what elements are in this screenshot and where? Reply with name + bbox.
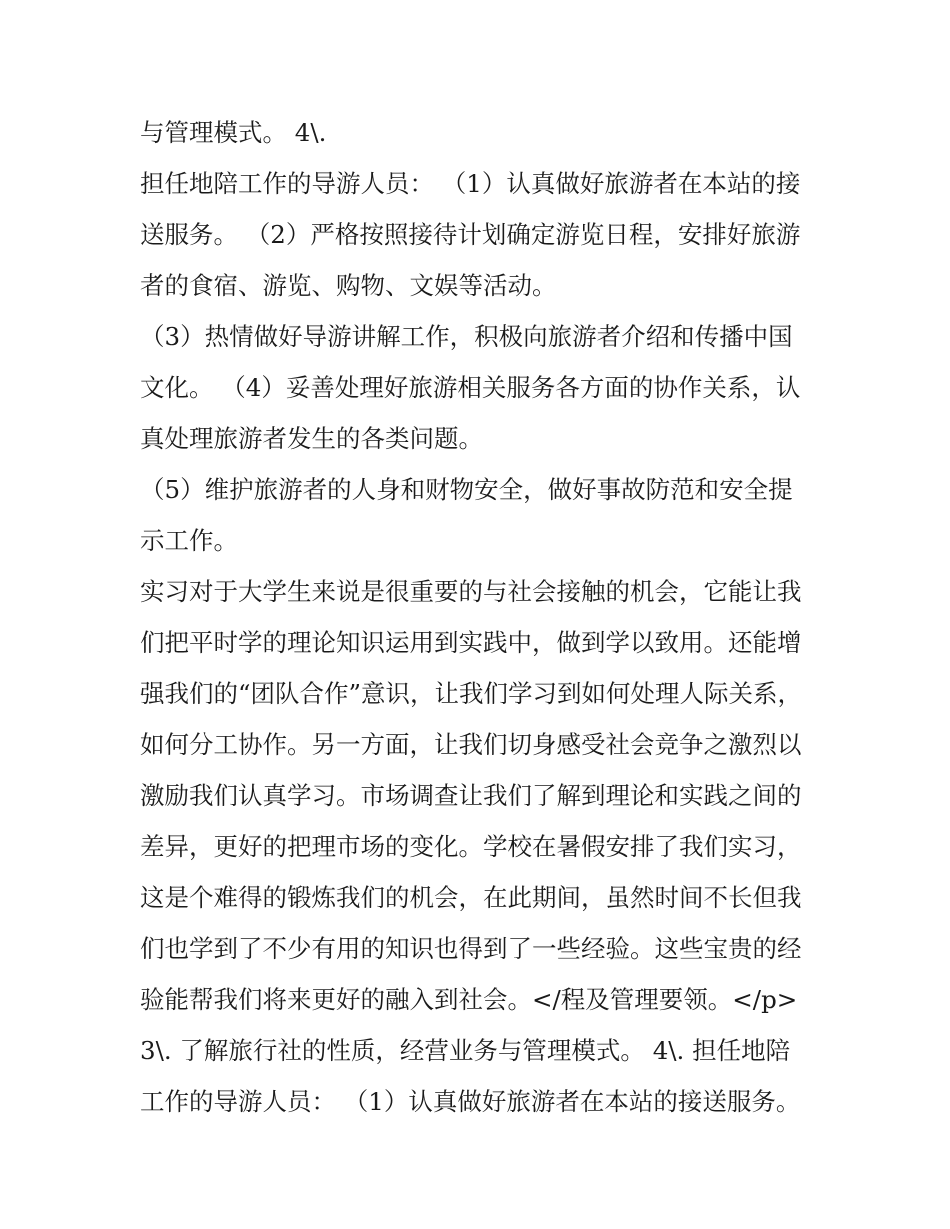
text-line: 如何分工协作。另一方面，让我们切身感受社会竞争之激烈以 [140, 730, 802, 759]
text-line: 担任地陪工作的导游人员： （1）认真做好旅游者在本站的接 [140, 169, 801, 198]
text-line: 送服务。 （2）严格按照接待计划确定游览日程，安排好旅游 [140, 220, 801, 249]
text-line: 激励我们认真学习。市场调查让我们了解到理论和实践之间的 [140, 781, 802, 810]
text-line: 者的食宿、游览、购物、文娱等活动。 [140, 271, 557, 300]
text-line: 3\. 了解旅行社的性质，经营业务与管理模式。 4\. 担任地陪 [140, 1036, 791, 1065]
text-line: 示工作。 [140, 526, 238, 555]
text-line: （3）热情做好导游讲解工作，积极向旅游者介绍和传播中国 [140, 322, 793, 351]
document-page [140, 107, 820, 1127]
text-line: 这是个难得的锻炼我们的机会，在此期间，虽然时间不长但我 [140, 883, 802, 912]
text-line: 差异，更好的把理市场的变化。学校在暑假安排了我们实习， [140, 832, 802, 861]
text-line: 验能帮我们将来更好的融入到社会。</程及管理要领。</p> [140, 985, 798, 1014]
text-line: 与管理模式。 4\. [140, 118, 327, 147]
text-line: 真处理旅游者发生的各类问题。 [140, 424, 483, 453]
text-line: （5）维护旅游者的人身和财物安全，做好事故防范和安全提 [140, 475, 793, 504]
text-line: 强我们的“团队合作”意识，让我们学习到如何处理人际关系， [140, 679, 803, 708]
text-line: 工作的导游人员： （1）认真做好旅游者在本站的接送服务。 [140, 1087, 801, 1116]
text-line: 们也学到了不少有用的知识也得到了一些经验。这些宝贵的经 [140, 934, 802, 963]
text-line: 们把平时学的理论知识运用到实践中，做到学以致用。还能增 [140, 628, 802, 657]
text-line: 文化。 （4）妥善处理好旅游相关服务各方面的协作关系，认 [140, 373, 801, 402]
text-line: 实习对于大学生来说是很重要的与社会接触的机会，它能让我 [140, 577, 802, 606]
